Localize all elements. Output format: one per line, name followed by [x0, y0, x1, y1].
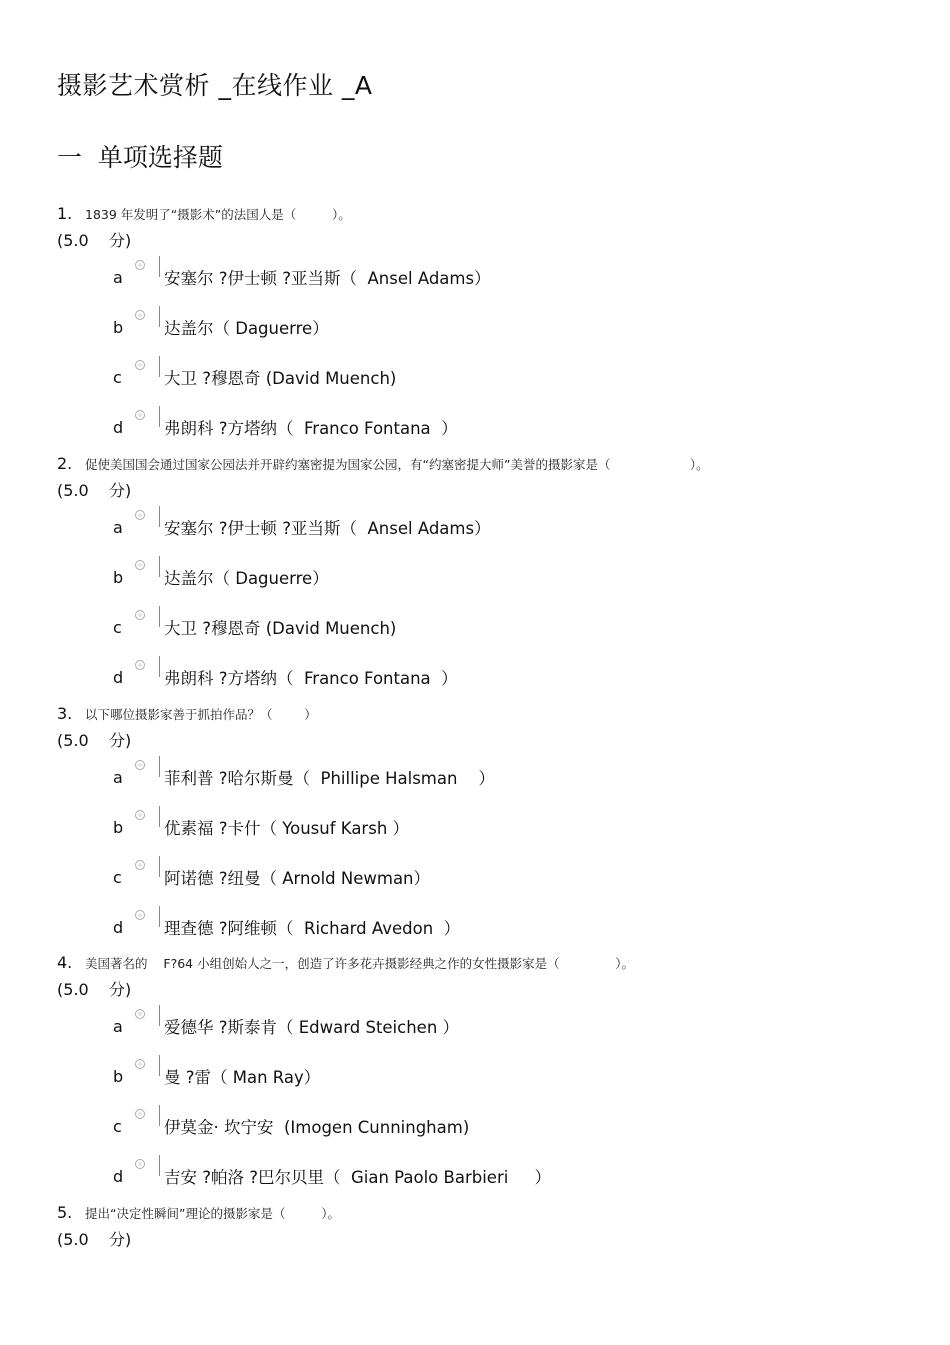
option-d[interactable] — [113, 402, 917, 452]
question-5 — [57, 1203, 917, 1251]
option-label: 伊莫金· 坎宁安 (Imogen Cunningham) — [164, 1118, 470, 1137]
question-number: 1. — [57, 204, 73, 223]
option-letter: d — [113, 1167, 124, 1186]
option-c[interactable] — [113, 1101, 917, 1151]
option-a[interactable] — [113, 1001, 917, 1051]
option-letter: b — [113, 818, 124, 837]
option-b[interactable] — [113, 802, 917, 852]
question-header — [57, 454, 917, 478]
option-c[interactable] — [113, 352, 917, 402]
option-d[interactable] — [113, 652, 917, 702]
text-cursor-icon — [159, 306, 160, 327]
radio-button-icon[interactable] — [135, 560, 145, 570]
option-letter: b — [113, 568, 124, 587]
question-number: 5. — [57, 1203, 73, 1222]
option-letter: c — [113, 368, 122, 387]
question-number: 4. — [57, 953, 73, 972]
question-score: (5.0 分) — [57, 231, 132, 250]
radio-button-icon[interactable] — [135, 1159, 145, 1169]
question-score: (5.0 分) — [57, 481, 132, 500]
page-title: 摄影艺术赏析 _在线作业 _A — [57, 71, 373, 100]
question-text: 美国著名的 F?64 小组创始人之一，创造了许多花卉摄影经典之作的女性摄影家是（ ）。 — [85, 956, 634, 971]
text-cursor-icon — [159, 556, 160, 577]
text-cursor-icon — [159, 756, 160, 777]
radio-button-icon[interactable] — [135, 610, 145, 620]
text-cursor-icon — [159, 1005, 160, 1026]
option-label: 大卫 ?穆恩奇 (David Muench) — [164, 619, 397, 638]
radio-button-icon[interactable] — [135, 910, 145, 920]
option-b[interactable] — [113, 302, 917, 352]
option-a[interactable] — [113, 752, 917, 802]
option-letter: b — [113, 1067, 124, 1086]
radio-button-icon[interactable] — [135, 810, 145, 820]
option-label: 优素福 ?卡什（ Yousuf Karsh ） — [164, 819, 410, 838]
question-header — [57, 1203, 917, 1227]
radio-button-icon[interactable] — [135, 860, 145, 870]
section-title: 一 单项选择题 — [57, 143, 223, 172]
option-letter: d — [113, 668, 124, 687]
option-letter: b — [113, 318, 124, 337]
text-cursor-icon — [159, 656, 160, 677]
question-3 — [57, 704, 917, 952]
radio-button-icon[interactable] — [135, 1059, 145, 1069]
option-letter: a — [113, 768, 123, 787]
option-letter: d — [113, 418, 124, 437]
option-d[interactable] — [113, 1151, 917, 1201]
option-letter: a — [113, 518, 123, 537]
question-number: 2. — [57, 454, 73, 473]
option-d[interactable] — [113, 902, 917, 952]
option-c[interactable] — [113, 852, 917, 902]
text-cursor-icon — [159, 1155, 160, 1176]
radio-button-icon[interactable] — [135, 410, 145, 420]
option-letter: a — [113, 268, 123, 287]
radio-button-icon[interactable] — [135, 660, 145, 670]
option-label: 理查德 ?阿维顿（ Richard Avedon ） — [164, 919, 461, 938]
text-cursor-icon — [159, 606, 160, 627]
question-4 — [57, 953, 917, 1201]
text-cursor-icon — [159, 906, 160, 927]
option-b[interactable] — [113, 552, 917, 602]
question-text: 提出“决定性瞬间”理论的摄影家是（ ）。 — [85, 1206, 340, 1221]
option-b[interactable] — [113, 1051, 917, 1101]
option-label: 大卫 ?穆恩奇 (David Muench) — [164, 369, 397, 388]
option-letter: c — [113, 618, 122, 637]
option-label: 阿诺德 ?纽曼（ Arnold Newman） — [164, 869, 431, 888]
option-letter: c — [113, 1117, 122, 1136]
radio-button-icon[interactable] — [135, 1009, 145, 1019]
question-header — [57, 204, 917, 228]
radio-button-icon[interactable] — [135, 760, 145, 770]
option-label: 曼 ?雷（ Man Ray） — [164, 1068, 321, 1087]
text-cursor-icon — [159, 356, 160, 377]
text-cursor-icon — [159, 256, 160, 277]
text-cursor-icon — [159, 406, 160, 427]
option-label: 达盖尔（ Daguerre） — [164, 569, 329, 588]
option-label: 吉安 ?帕洛 ?巴尔贝里（ Gian Paolo Barbieri ） — [164, 1168, 552, 1187]
text-cursor-icon — [159, 1055, 160, 1076]
text-cursor-icon — [159, 1105, 160, 1126]
radio-button-icon[interactable] — [135, 310, 145, 320]
option-label: 弗朗科 ?方塔纳（ Franco Fontana ） — [164, 669, 458, 688]
text-cursor-icon — [159, 506, 160, 527]
radio-button-icon[interactable] — [135, 360, 145, 370]
radio-button-icon[interactable] — [135, 1109, 145, 1119]
question-score: (5.0 分) — [57, 980, 132, 999]
radio-button-icon[interactable] — [135, 510, 145, 520]
text-cursor-icon — [159, 806, 160, 827]
question-text: 促使美国国会通过国家公园法并开辟约塞密提为国家公园，有“约塞密提大师”美誉的摄影家是（ ）。 — [85, 457, 709, 472]
question-1 — [57, 204, 917, 452]
question-2 — [57, 454, 917, 702]
option-label: 爱德华 ?斯泰肯（ Edward Steichen ） — [164, 1018, 460, 1037]
text-cursor-icon — [159, 856, 160, 877]
question-header — [57, 704, 917, 728]
option-label: 弗朗科 ?方塔纳（ Franco Fontana ） — [164, 419, 458, 438]
option-a[interactable] — [113, 502, 917, 552]
question-text: 以下哪位摄影家善于抓拍作品？（ ） — [85, 707, 317, 722]
option-a[interactable] — [113, 252, 917, 302]
option-letter: c — [113, 868, 122, 887]
option-label: 菲利普 ?哈尔斯曼（ Phillipe Halsman ） — [164, 769, 495, 788]
option-letter: a — [113, 1017, 123, 1036]
question-score: (5.0 分) — [57, 1230, 132, 1249]
question-text: 1839 年发明了“摄影术”的法国人是（ ）。 — [85, 207, 351, 222]
radio-button-icon[interactable] — [135, 260, 145, 270]
option-letter: d — [113, 918, 124, 937]
option-label: 安塞尔 ?伊士顿 ?亚当斯（ Ansel Adams） — [164, 519, 491, 538]
option-c[interactable] — [113, 602, 917, 652]
question-number: 3. — [57, 704, 73, 723]
option-label: 安塞尔 ?伊士顿 ?亚当斯（ Ansel Adams） — [164, 269, 491, 288]
question-score: (5.0 分) — [57, 731, 132, 750]
question-header — [57, 953, 917, 977]
option-label: 达盖尔（ Daguerre） — [164, 319, 329, 338]
